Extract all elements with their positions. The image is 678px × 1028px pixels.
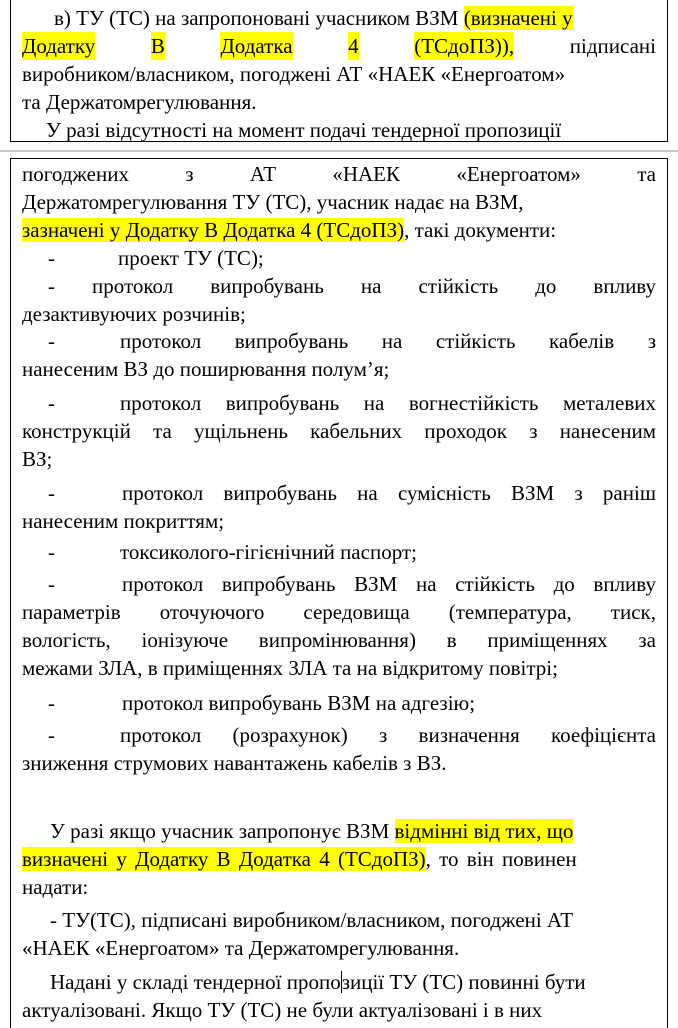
- text-run: протокол випробувань ВЗМ на адгезію;: [122, 691, 476, 715]
- text-line: конструкцій та ущільнень кабельних проходок з нанесеним: [22, 419, 656, 443]
- text-run: Надані у складі тендерної пропо: [50, 970, 341, 994]
- paragraph-final: [22, 968, 656, 1024]
- highlighted-text: Додатку: [22, 34, 96, 58]
- highlighted-text: відмінні від тих, що: [394, 819, 574, 843]
- text-run: протокол випробувань на стійкість кабелів з: [120, 329, 656, 353]
- text-run: , то він повинен: [425, 847, 577, 871]
- text-line: [22, 968, 656, 996]
- highlighted-text: Додатка: [220, 34, 293, 58]
- text-line: [22, 689, 656, 717]
- dash-bullet: -: [48, 246, 55, 270]
- text-run: , такі документи:: [404, 218, 557, 242]
- highlighted-text: В: [150, 34, 165, 58]
- text-line: [22, 570, 656, 598]
- text-line: вологість, іонізуюче випромінювання) в приміщеннях за: [22, 628, 656, 652]
- page-break-separator: [0, 150, 678, 152]
- text-line: параметрів оточуючого середовища (температура, тиск,: [22, 600, 656, 624]
- word: та: [637, 162, 656, 186]
- paragraph-specs-v: [22, 4, 656, 144]
- text-run: в) ТУ (ТС) на запропоновані учасником ВЗМ: [54, 6, 464, 30]
- text-run: протокол (розрахунок) з визначення коефіцієнта: [120, 723, 656, 747]
- text-line: межами ЗЛА, в приміщеннях ЗЛА та на відкритому повітрі;: [22, 656, 558, 680]
- dash-bullet: -: [48, 329, 55, 353]
- dash-bullet: -: [48, 274, 55, 298]
- list-item-7: [22, 570, 656, 682]
- text-line: [22, 216, 656, 244]
- word: погоджених: [22, 162, 129, 186]
- list-item-8: [22, 689, 656, 717]
- list-item-3: [22, 327, 656, 383]
- text-line: [22, 4, 656, 32]
- text-line: та Держатомрегулювання.: [22, 90, 257, 114]
- text-run: протокол випробувань на стійкість до впливу: [92, 274, 656, 298]
- text-run: протокол випробувань ВЗМ на стійкість до впливу: [122, 572, 656, 596]
- text-line: надати:: [22, 875, 89, 899]
- text-run: зиції ТУ (ТС) повинні бути: [341, 970, 586, 994]
- paragraph-alternative: [22, 817, 656, 901]
- word: «Енергоатом»: [456, 162, 581, 186]
- text-run: протокол випробувань на сумісність ВЗМ з раніш: [122, 481, 656, 505]
- list-item-4: [22, 389, 656, 473]
- list-item-9: [22, 721, 656, 777]
- dash-bullet: -: [48, 723, 55, 747]
- highlighted-text: визначені у Додатку В Додатка 4 (ТСдоПЗ): [22, 847, 426, 871]
- dash-bullet: -: [48, 540, 55, 564]
- text-line: нанесеним ВЗ до поширювання полум’я;: [22, 357, 390, 381]
- text-line: Держатомрегулювання ТУ (ТС), учасник надає на ВЗМ,: [22, 190, 524, 214]
- text-line: виробником/власником, погоджені АТ «НАЕК «Енергоатом»: [22, 62, 566, 86]
- text-line: [22, 479, 656, 507]
- text-line: [22, 721, 656, 749]
- text-run: підписані: [569, 34, 656, 58]
- text-line: [22, 538, 656, 566]
- highlighted-text: (визначені у: [463, 6, 573, 30]
- list-item-6: [22, 538, 656, 566]
- word: з: [185, 162, 194, 186]
- text-line: ВЗ;: [22, 447, 53, 471]
- highlighted-text: (ТСдоПЗ)),: [414, 34, 515, 58]
- text-run: токсиколого-гігієнічний паспорт;: [120, 540, 417, 564]
- paragraph-requirement: [22, 906, 656, 962]
- text-line: «НАЕК «Енергоатом» та Держатомрегулювання.: [22, 936, 460, 960]
- list-item-1: [22, 244, 656, 272]
- text-line: актуалізовані. Якщо ТУ (ТС) не були актуалізовані і в них: [22, 998, 543, 1022]
- text-run: протокол випробувань на вогнестійкість металевих: [120, 391, 656, 415]
- text-line: - ТУ(ТС), підписані виробником/власником, погоджені АТ: [50, 908, 574, 932]
- text-line: [22, 244, 656, 272]
- dash-bullet: -: [48, 391, 55, 415]
- dash-bullet: -: [48, 481, 55, 505]
- highlighted-text: 4: [348, 34, 359, 58]
- text-line: У разі відсутності на момент подачі тендерної пропозиції: [46, 118, 562, 142]
- word: АТ: [249, 162, 277, 186]
- text-line: [22, 817, 656, 845]
- text-line: [22, 272, 656, 300]
- word: «НАЕК: [332, 162, 401, 186]
- dash-bullet: -: [48, 691, 55, 715]
- highlighted-text: зазначені у Додатку В Додатка 4 (ТСдоПЗ): [22, 218, 405, 242]
- text-run: проект ТУ (ТС);: [118, 246, 264, 270]
- dash-bullet: -: [48, 572, 55, 596]
- list-item-5: [22, 479, 656, 535]
- list-item-2: [22, 272, 656, 328]
- text-line: зниження струмових навантажень кабелів з ВЗ.: [22, 751, 447, 775]
- text-line: [22, 845, 656, 873]
- text-line: [22, 160, 656, 188]
- text-line: нанесеним покриттям;: [22, 509, 225, 533]
- text-line: дезактивуючих розчинів;: [22, 302, 246, 326]
- paragraph-intro: [22, 160, 656, 244]
- text-line: [22, 389, 656, 417]
- text-line: [22, 32, 656, 60]
- text-line: [22, 327, 656, 355]
- text-run: У разі якщо учасник запропонує ВЗМ: [50, 819, 395, 843]
